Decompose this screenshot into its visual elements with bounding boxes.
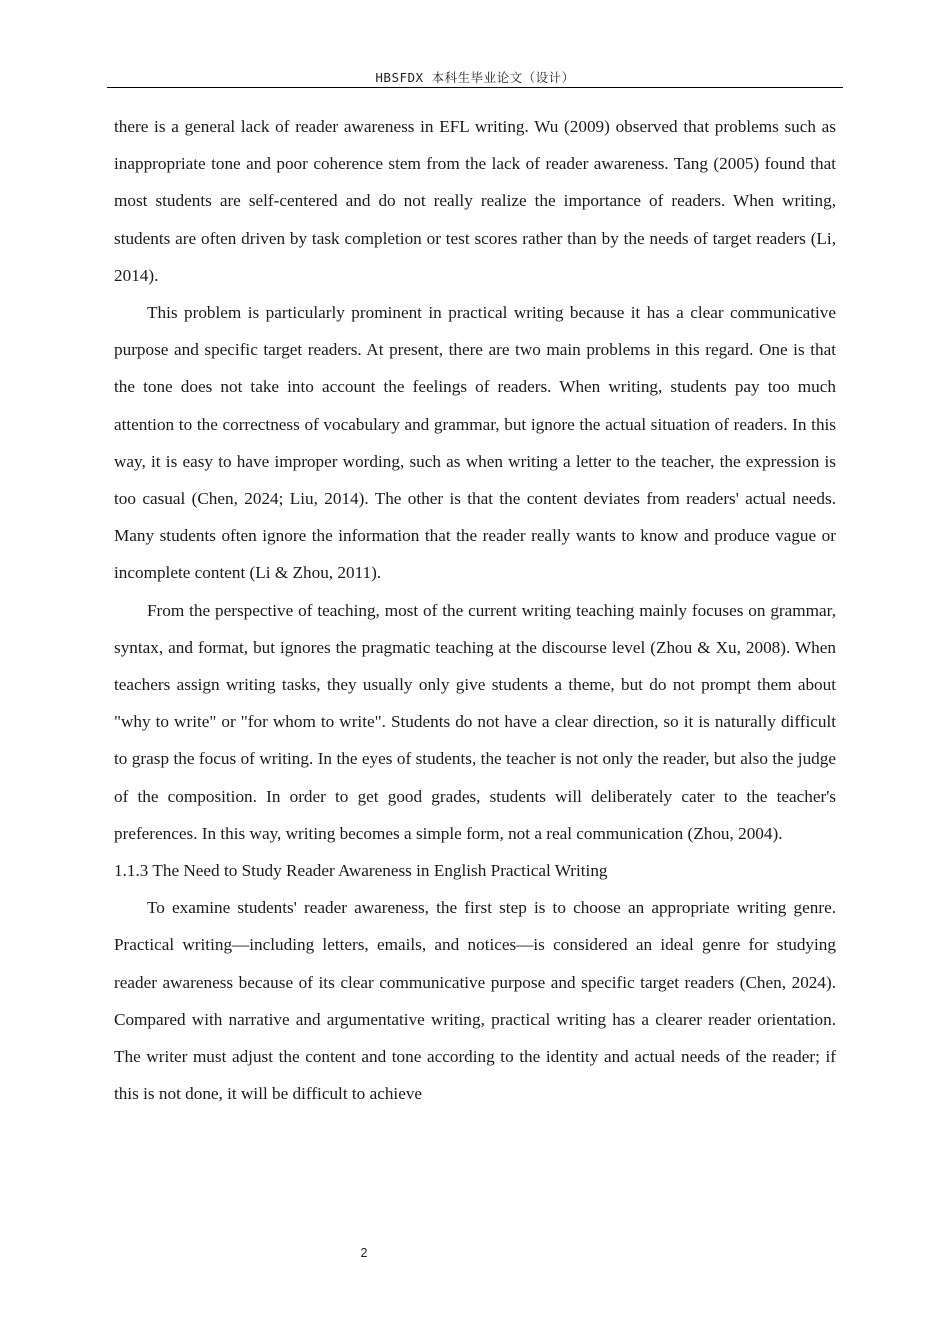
body-text	[114, 108, 836, 1112]
paragraph-continued: there is a general lack of reader awareness in EFL writing. Wu (2009) observed that problems such as inappropriate tone and poor coherence stem from the lack of reader awareness. Tang (2005) found that most students are self-centered and do not really realize the importance of readers. When writing, students are often driven by task completion or test scores rather than by the needs of target readers (Li, 2014).	[114, 117, 836, 285]
page-number: 2	[360, 1246, 368, 1260]
header-rule	[107, 87, 843, 88]
paragraph-practical-writing-problem: This problem is particularly prominent in practical writing because it has a clear communicative purpose and specific target readers. At present, there are two main problems in this regard. One is that the tone does not take into account the feelings of readers. When writing, students pay too much attention to the correctness of vocabulary and grammar, but ignore the actual situation of readers. In this way, it is easy to have improper wording, such as when writing a letter to the teacher, the expression is too casual (Chen, 2024; Liu, 2014). The other is that the content deviates from readers' actual needs. Many students often ignore the information that the reader really wants to know and produce vague or incomplete content (Li & Zhou, 2011).	[114, 303, 836, 583]
page-header-title: HBSFDX 本科生毕业论文（设计）	[375, 70, 575, 85]
paragraph-teaching-perspective: From the perspective of teaching, most of the current writing teaching mainly focuses on grammar, syntax, and format, but ignores the pragmatic teaching at the discourse level (Zhou & Xu, 2008). When teachers assign writing tasks, they usually only give students a theme, but do not prompt them about "why to write" or "for whom to write". Students do not have a clear direction, so it is naturally difficult to grasp the focus of writing. In the eyes of students, the teacher is not only the reader, but also the judge of the composition. In order to get good grades, students will deliberately cater to the teacher's preferences. In this way, writing becomes a simple form, not a real communication (Zhou, 2004).	[114, 600, 836, 843]
section-heading: 1.1.3 The Need to Study Reader Awareness in English Practical Writing	[114, 861, 608, 881]
paragraph-reader-awareness-genre: To examine students' reader awareness, the first step is to choose an appropriate writing genre. Practical writing—including letters, emails, and notices—is considered an ideal genre for studying reader awareness because of its clear communicative purpose and specific target readers (Chen, 2024). Compared with narrative and argumentative writing, practical writing has a clearer reader orientation. The writer must adjust the content and tone according to the identity and actual needs of the reader; if this is not done, it will be difficult to achieve	[114, 898, 836, 1104]
